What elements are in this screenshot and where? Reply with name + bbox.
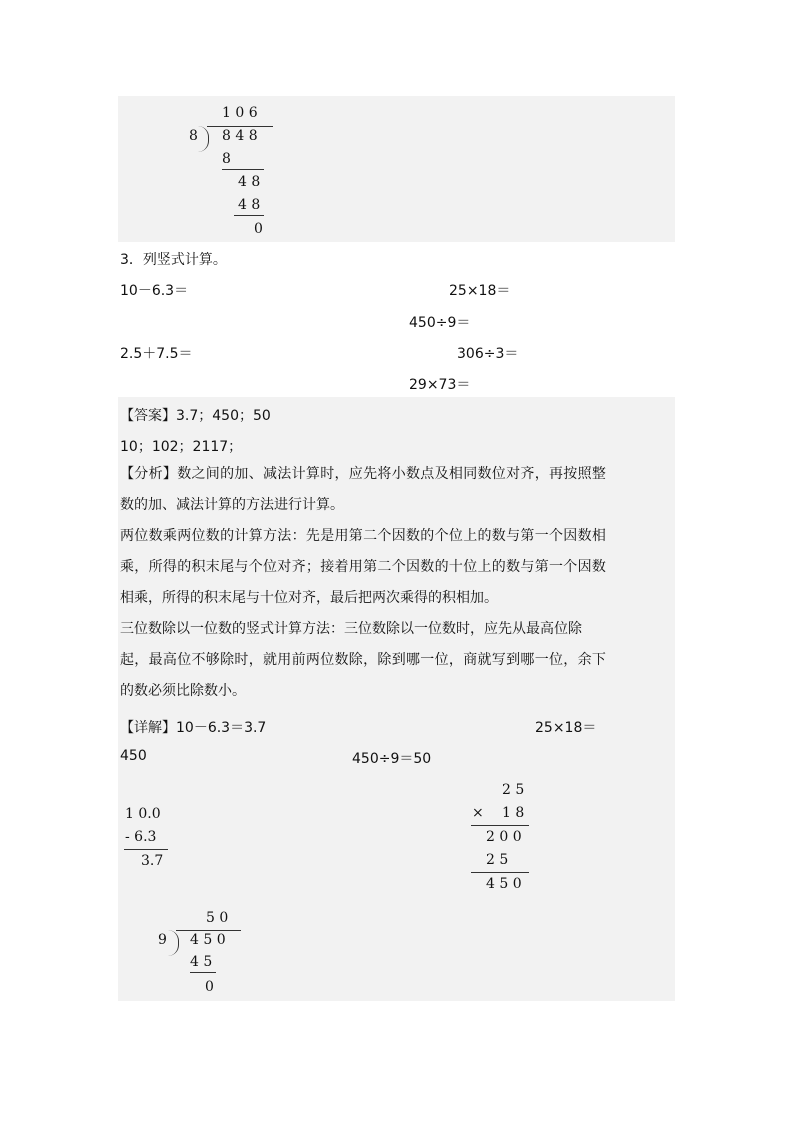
prev-step-line-1: [222, 169, 264, 170]
sub-line: [124, 849, 168, 850]
detail-line-1-left: 【详解】10－6.3＝3.7: [120, 720, 267, 736]
prev-divisor: 8: [189, 128, 198, 144]
prev-step-line-2: [234, 215, 264, 216]
analysis-line-1: 【分析】数之间的加、减法计算时，应先将小数点及相同数位对齐，再按照整: [120, 466, 607, 482]
question-item-2: 25×18＝: [449, 283, 511, 299]
question-item-1: 10－6.3＝: [120, 283, 189, 299]
question-item-5: 306÷3＝: [457, 346, 519, 362]
prev-step1: 8: [222, 151, 231, 167]
prev-quotient: 1 0 6: [222, 105, 258, 121]
analysis-line-6: 三位数除以一位数的竖式计算方法：三位数除以一位数时，应先从最高位除: [120, 621, 582, 637]
answer-line-2: 10；102；2117；: [120, 439, 243, 455]
div-divisor: 9: [158, 932, 167, 948]
answer-line-1: 【答案】3.7；450；50: [120, 408, 271, 424]
prev-division-bar: [207, 126, 273, 127]
prev-step2: 4 8: [238, 174, 261, 190]
analysis-line-3: 两位数乘两位数的计算方法：先是用第二个因数的个位上的数与第一个因数相: [120, 528, 607, 544]
mul-p1: 2 0 0: [486, 829, 522, 845]
mul-top: 2 5: [502, 782, 525, 798]
sub-mid: - 6.3: [125, 829, 157, 845]
sub-result: 3.7: [141, 853, 164, 869]
prev-remainder: 0: [254, 221, 263, 237]
analysis-block: [120, 459, 680, 707]
mul-line-2: [471, 872, 529, 873]
detail-line-2-left: 450: [120, 748, 147, 764]
question-item-6: 29×73＝: [409, 377, 471, 393]
prev-dividend: 8 4 8: [222, 128, 258, 144]
prev-step3: 4 8: [238, 197, 261, 213]
shade-prev-solution: [118, 96, 675, 242]
div-step-line: [190, 972, 216, 973]
mul-times: ×: [472, 805, 484, 821]
div-step1: 4 5: [190, 954, 213, 970]
question-item-3: 450÷9＝: [409, 315, 471, 331]
mul-p2: 2 5: [486, 852, 509, 868]
mul-mid: 1 8: [502, 805, 525, 821]
mul-result: 4 5 0: [486, 876, 522, 892]
detail-line-2-mid: 450÷9＝50: [352, 751, 432, 767]
question-title: 3．列竖式计算。: [120, 252, 227, 268]
sub-top: 1 0.0: [125, 806, 161, 822]
div-remainder: 0: [205, 979, 214, 995]
analysis-line-4: 乘，所得的积末尾与个位对齐；接着用第二个因数的十位上的数与第一个因数: [120, 559, 607, 575]
detail-line-1-right: 25×18＝: [535, 720, 597, 736]
analysis-line-8: 的数必须比除数小。: [120, 683, 246, 699]
analysis-line-2: 数的加、减法计算的方法进行计算。: [120, 497, 344, 513]
analysis-line-7: 起，最高位不够除时，就用前两位数除，除到哪一位，商就写到哪一位，余下: [120, 652, 607, 668]
mul-line-1: [471, 825, 529, 826]
div-bar: [176, 930, 241, 931]
question-item-4: 2.5＋7.5＝: [120, 346, 193, 362]
div-quotient: 5 0: [206, 910, 229, 926]
div-dividend: 4 5 0: [190, 932, 226, 948]
analysis-line-5: 相乘，所得的积末尾与十位对齐，最后把两次乘得的积相加。: [120, 590, 498, 606]
